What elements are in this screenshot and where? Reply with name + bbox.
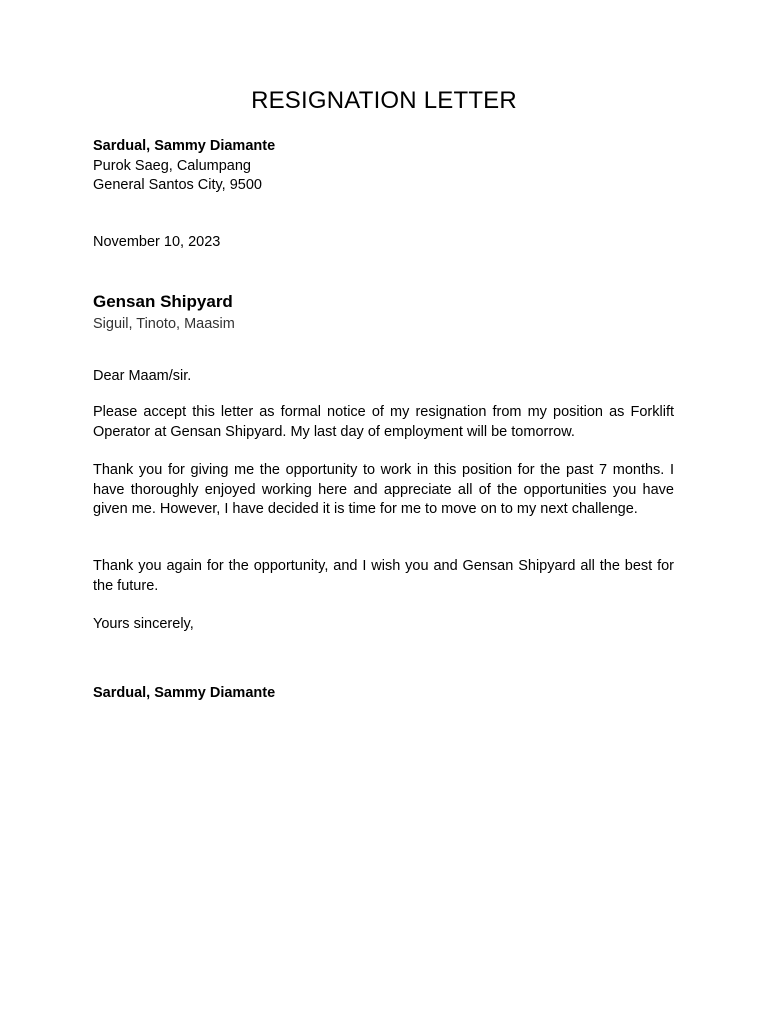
recipient-address: Siguil, Tinoto, Maasim [93,316,235,332]
sender-block [93,137,674,196]
sender-name: Sardual, Sammy Diamante [93,138,276,154]
sender-address-line2: General Santos City, 9500 [93,177,262,193]
salutation: Dear Maam/sir. [93,368,192,384]
signature-name: Sardual, Sammy Diamante [93,685,276,701]
letter-date: November 10, 2023 [93,234,221,250]
recipient-company: Gensan Shipyard [93,292,233,311]
body-paragraph-1: Please accept this letter as formal notice of my resignation from my position as Forklift Operator at Gensan Shipyard. My last day of employment will be tomorrow. [93,404,674,440]
letter-title: RESIGNATION LETTER [251,87,517,114]
closing: Yours sincerely, [93,616,194,632]
body-paragraph-2: Thank you for giving me the opportunity to work in this position for the past 7 months. I have thoroughly enjoyed working here and appreciate all of the opportunities you have given me. However, I have decided it is time for me to move on to my next challenge. [93,462,674,517]
body-paragraph-3: Thank you again for the opportunity, and I wish you and Gensan Shipyard all the best for the future. [93,558,674,594]
sender-address-line1: Purok Saeg, Calumpang [93,157,251,174]
